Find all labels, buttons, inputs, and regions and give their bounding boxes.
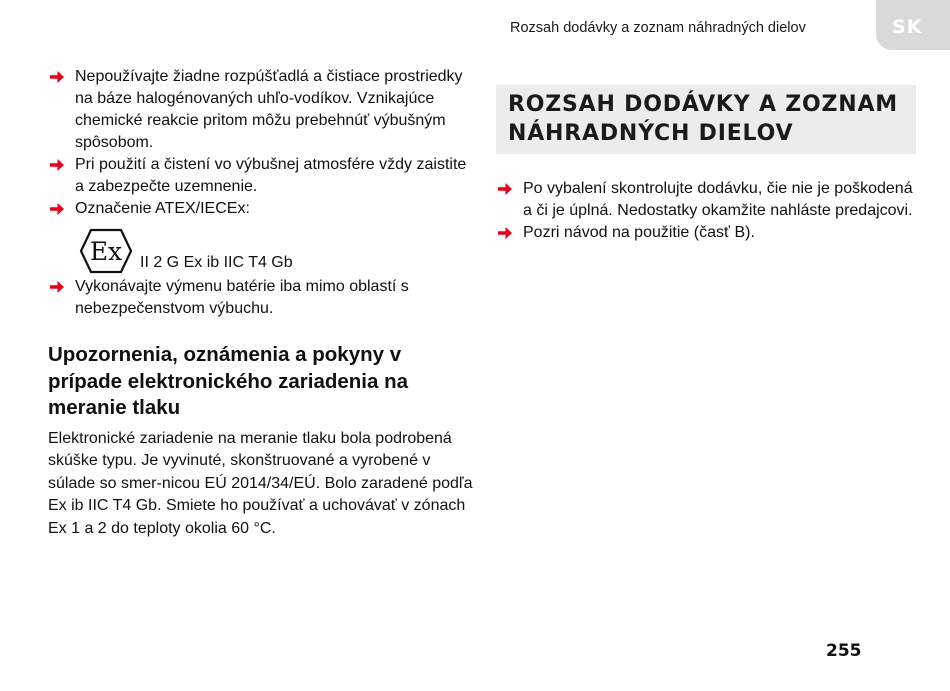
ex-marking-text: II 2 G Ex ib IIC T4 Gb [140,254,293,271]
bullet-text: Pozri návod na použitie (časť B). [523,223,755,241]
language-tab-label: SK [892,16,923,38]
ex-hexagon-icon [79,228,133,274]
section-body: Elektronické zariadenie na meranie tlaku bola podrobená skúške typu. Je vyvinuté, skonštruované a vyrobené v súlade so smer-nicou EÚ 2014/34/EÚ. Bolo zaradené podľa Ex ib IIC T4 Gb. Smiete ho používať a uchovávať v zónach Ex 1 a 2 do teploty okolia 60 °C. [48,429,473,537]
safety-bullet-list-bottom [48,276,473,320]
bullet-item [496,178,916,222]
red-arrow-icon [50,203,64,215]
bullet-item [48,198,473,220]
ex-symbol-letters: Ex [89,237,123,266]
page-number: 255 [826,641,862,661]
section-heading: Upozornenia, oznámenia a pokyny v prípade elektronického zariadenia na meranie tlaku [48,343,409,419]
bullet-text: Po vybalení skontrolujte dodávku, čie nie je poškodená a či je úplná. Nedostatky okamžite nahláste predajcovi. [523,179,913,219]
safety-bullet-list [48,66,473,220]
bullet-item [496,222,916,244]
bullet-item [48,154,473,198]
red-arrow-icon [50,71,64,83]
bullet-item [48,276,473,320]
red-arrow-icon [50,159,64,171]
red-arrow-icon [50,281,64,293]
running-header-title: Rozsah dodávky a zoznam náhradných dielov [510,20,806,36]
bullet-text: Vykonávajte výmenu batérie iba mimo oblastí s nebezpečenstvom výbuchu. [75,278,409,317]
language-tab [876,0,950,50]
bullet-item [48,66,473,154]
bullet-text: Označenie ATEX/IECEx: [75,200,250,217]
delivery-bullet-list [496,178,916,244]
bullet-text: Pri použití a čistení vo výbušnej atmosfére vždy zaistite a zabezpečte uzemnenie. [75,156,467,195]
red-arrow-icon [498,183,512,195]
bullet-text: Nepoužívajte žiadne rozpúšťadlá a čistiace prostriedky na báze halogénovaných uhľo-vodíkov. Vznikajúce chemické reakcie pritom môžu prebehnúť výbušným spôsobom. [75,68,463,151]
ex-marking-row [48,228,473,276]
red-arrow-icon [498,227,512,239]
left-column [48,66,473,540]
right-column [496,70,916,244]
page-title: ROZSAH DODÁVKY A ZOZNAM NÁHRADNÝCH DIELOV [496,85,916,154]
